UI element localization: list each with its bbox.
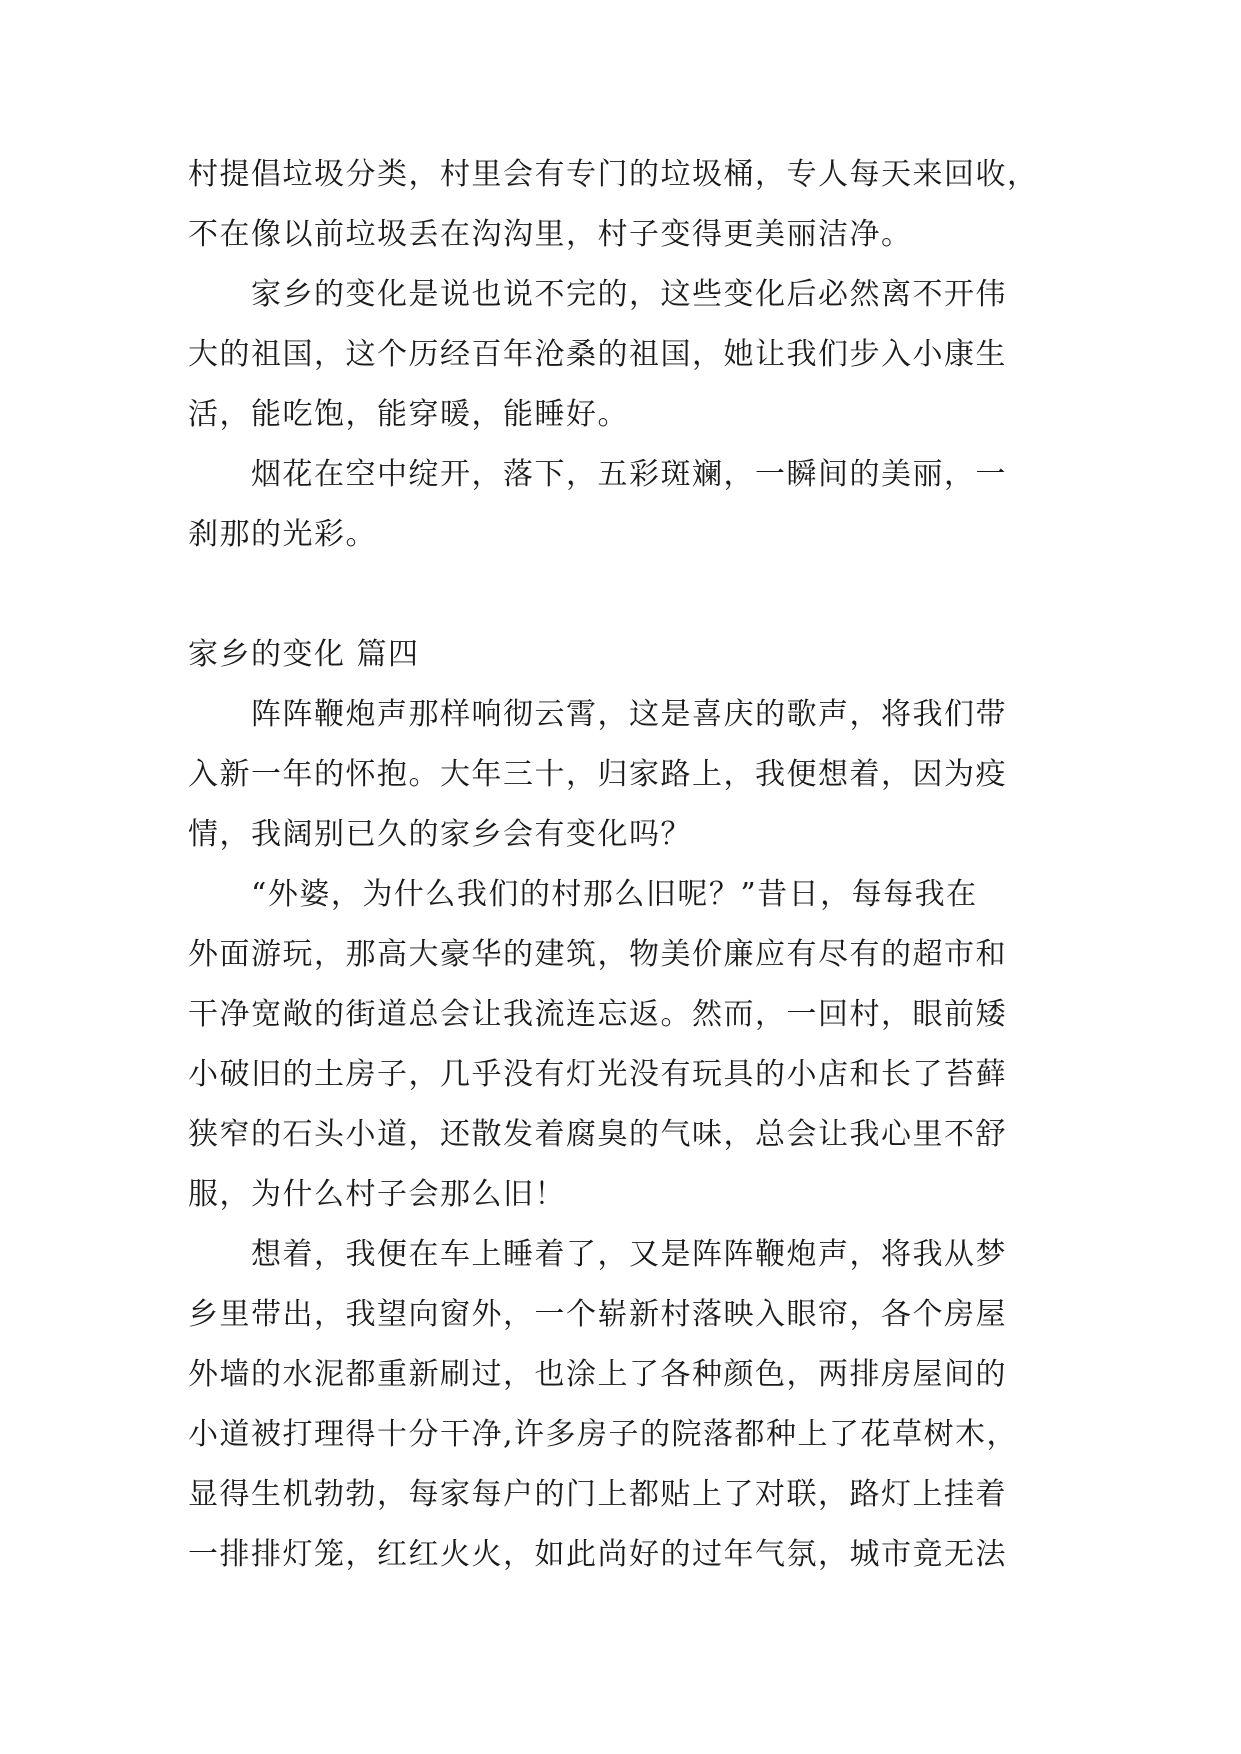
text-line: 烟花在空中绽开，落下，五彩斑斓，一瞬间的美丽，一 xyxy=(188,457,1007,492)
paragraph-block-2 xyxy=(188,697,1050,1572)
paragraph-block-1 xyxy=(188,157,1050,552)
text-line: 服，为什么村子会那么旧！ xyxy=(188,1177,566,1212)
section-spacer xyxy=(188,580,1050,640)
text-line: 小道被打理得十分干净,许多房子的院落都种上了花草树木， xyxy=(188,1417,1019,1452)
section-heading: 家乡的变化 篇四 xyxy=(188,637,420,672)
document-page xyxy=(188,157,1050,1600)
text-line: 刹那的光彩。 xyxy=(188,517,377,552)
text-line: “外婆，为什么我们的村那么旧呢？”昔日，每每我在 xyxy=(188,877,978,912)
text-line: 外墙的水泥都重新刷过，也涂上了各种颜色，两排房屋间的 xyxy=(188,1357,1007,1392)
text-line: 狭窄的石头小道，还散发着腐臭的气味，总会让我心里不舒 xyxy=(188,1117,1007,1152)
text-line: 想着，我便在车上睡着了，又是阵阵鞭炮声，将我从梦 xyxy=(188,1237,1007,1272)
text-line: 活，能吃饱，能穿暖，能睡好。 xyxy=(188,397,629,432)
text-line: 外面游玩，那高大豪华的建筑，物美价廉应有尽有的超市和 xyxy=(188,937,1007,972)
text-line: 情，我阔别已久的家乡会有变化吗？ xyxy=(188,817,692,852)
text-line: 干净宽敞的街道总会让我流连忘返。然而，一回村，眼前矮 xyxy=(188,997,1007,1032)
text-line: 乡里带出，我望向窗外，一个崭新村落映入眼帘，各个房屋 xyxy=(188,1297,1007,1332)
text-line: 村提倡垃圾分类，村里会有专门的垃圾桶，专人每天来回收， xyxy=(188,157,1039,192)
text-line: 大的祖国，这个历经百年沧桑的祖国，她让我们步入小康生 xyxy=(188,337,1007,372)
text-line: 一排排灯笼，红红火火，如此尚好的过年气氛，城市竟无法 xyxy=(188,1537,1007,1572)
text-line: 显得生机勃勃，每家每户的门上都贴上了对联，路灯上挂着 xyxy=(188,1477,1007,1512)
text-line: 入新一年的怀抱。大年三十，归家路上，我便想着，因为疫 xyxy=(188,757,1007,792)
text-line: 小破旧的土房子，几乎没有灯光没有玩具的小店和长了苔藓 xyxy=(188,1057,1007,1092)
text-line: 不在像以前垃圾丢在沟沟里，村子变得更美丽洁净。 xyxy=(188,217,913,252)
text-line: 家乡的变化是说也说不完的，这些变化后必然离不开伟 xyxy=(188,277,1007,312)
text-line: 阵阵鞭炮声那样响彻云霄，这是喜庆的歌声，将我们带 xyxy=(188,697,1007,732)
